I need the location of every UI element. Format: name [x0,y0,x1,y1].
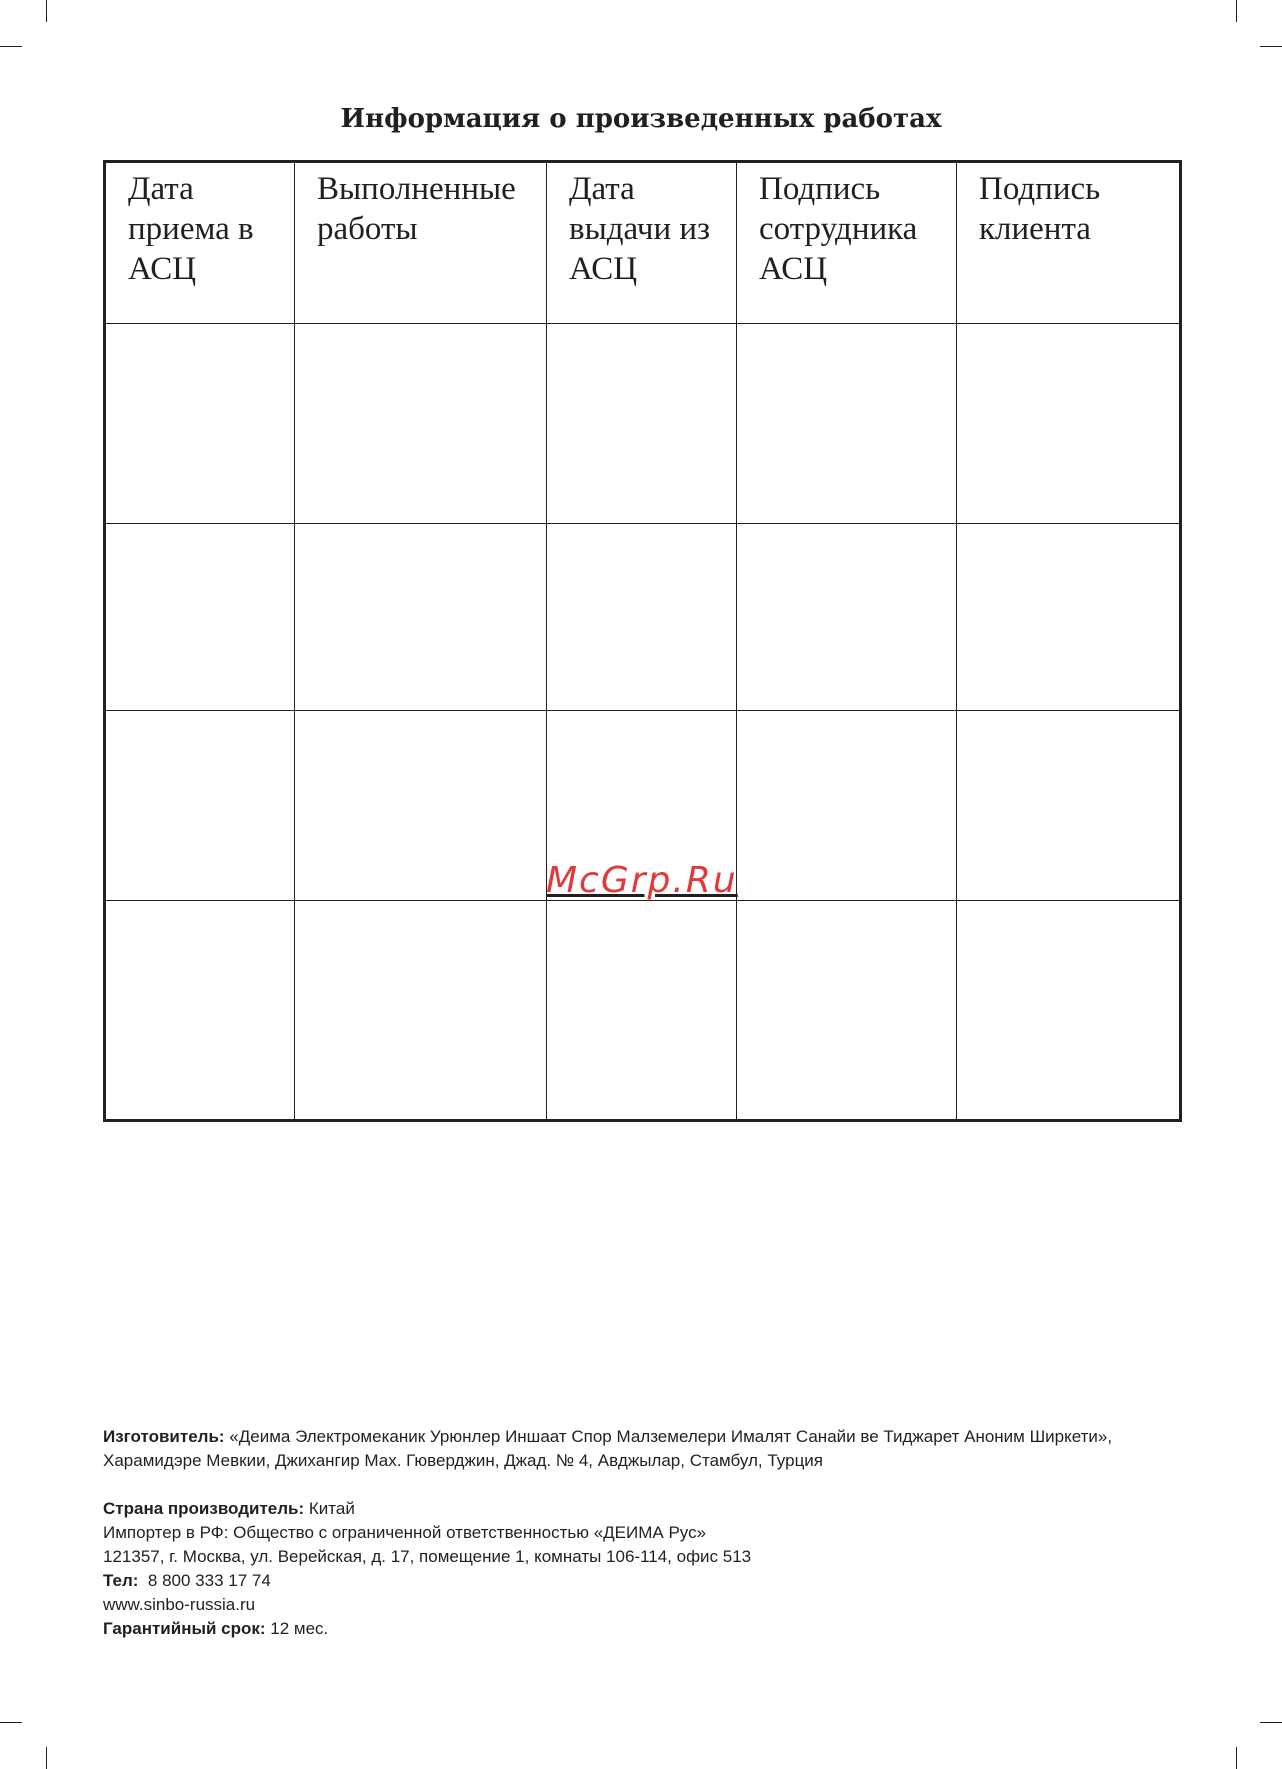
table-cell[interactable] [957,524,1181,711]
table-cell[interactable] [295,324,547,524]
table-cell[interactable] [737,901,957,1121]
header-work-performed: Выполненные работы [295,162,547,324]
manufacturer-label: Изготовитель: [103,1427,225,1446]
crop-mark [0,46,22,47]
table-cell[interactable] [105,524,295,711]
header-date-issued: Дата выдачи из АСЦ [547,162,737,324]
manufacturer-text: «Деима Электромеканик Урюнлер Иншаат Спор Малземелери Ималят Санайи ве Тиджарет Аноним Ширкети», Харамидэре Мевкии, Джихангир Мах. Гюверджин, Джад. № 4, Авджылар, Стамбул, Турция [103,1427,1113,1470]
crop-mark [1236,1747,1237,1769]
warranty-text: 12 мес. [265,1619,329,1638]
table-cell[interactable] [737,524,957,711]
table-cell[interactable] [957,901,1181,1121]
header-staff-signature: Подпись сотрудника АСЦ [737,162,957,324]
table-cell[interactable] [295,711,547,901]
warranty-label: Гарантийный срок: [103,1619,266,1638]
warranty-line [103,1617,1183,1641]
country-text: Китай [304,1499,355,1518]
table-header-row [105,162,1181,324]
footer-info [103,1425,1183,1641]
table-cell[interactable] [547,901,737,1121]
header-date-received: Дата приема в АСЦ [105,162,295,324]
table-cell[interactable] [547,324,737,524]
watermark-text: McGrp.Ru [546,860,738,901]
table-cell[interactable] [105,901,295,1121]
table-cell[interactable] [295,524,547,711]
phone-line [103,1569,1183,1593]
phone-label: Тел: [103,1571,139,1590]
table-cell[interactable] [737,324,957,524]
table-cell[interactable] [957,324,1181,524]
table-row [105,324,1181,524]
table-cell[interactable] [547,524,737,711]
table-cell[interactable] [105,324,295,524]
country-label: Страна производитель: [103,1499,305,1518]
table-cell[interactable] [105,711,295,901]
table-row [105,901,1181,1121]
table-cell[interactable] [737,711,957,901]
importer-line: Импортер в РФ: Общество с ограниченной ответственностью «ДЕИМА Рус» [103,1523,707,1542]
manufacturer-line [103,1425,1183,1473]
page-title: Информация о произведенных работах [340,104,942,134]
crop-mark [0,1722,22,1723]
works-table [103,160,1182,1122]
crop-mark [1236,0,1237,22]
crop-mark [46,0,47,22]
crop-mark [1260,1722,1282,1723]
website-link[interactable]: www.sinbo-russia.ru [103,1595,256,1614]
header-client-signature: Подпись клиента [957,162,1181,324]
country-line [103,1497,1183,1521]
address-line: 121357, г. Москва, ул. Верейская, д. 17, помещение 1, комнаты 106-114, офис 513 [103,1547,752,1566]
table-cell[interactable] [957,711,1181,901]
crop-mark [1260,46,1282,47]
phone-text: 8 800 333 17 74 [138,1571,271,1590]
crop-mark [46,1747,47,1769]
table-cell[interactable] [295,901,547,1121]
table-row [105,524,1181,711]
